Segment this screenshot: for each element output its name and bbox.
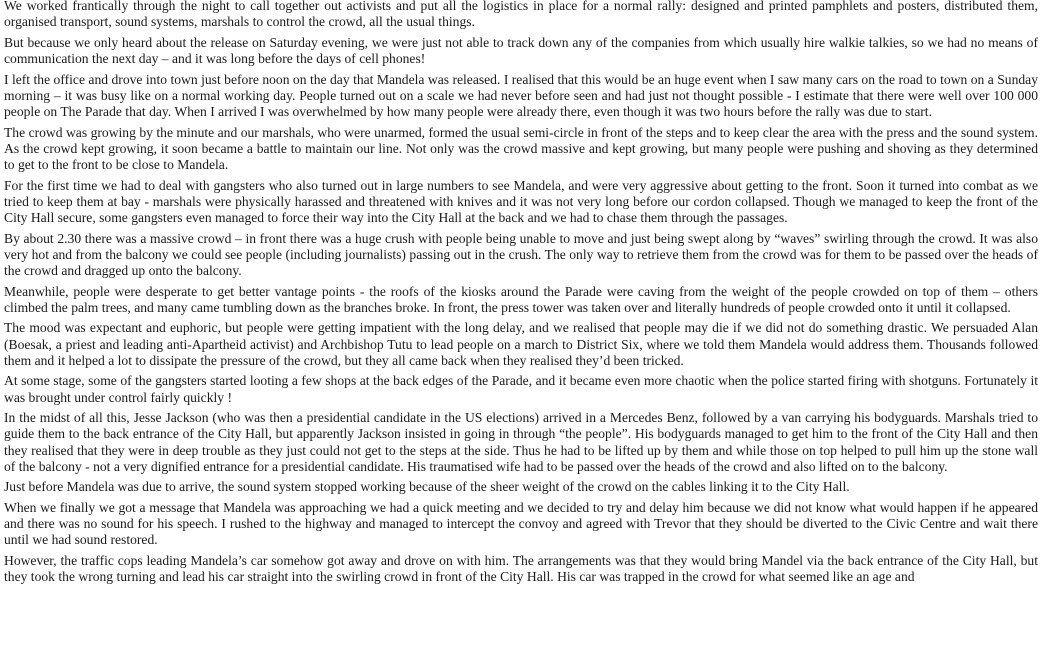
paragraph-crowd-growing: The crowd was growing by the minute and our marshals, who were unarmed, formed the usual semi-circle in front of the steps and to keep clear the area with the press and the sound system. As the crowd kept growing, it soon became a battle to maintain our line. Not only was the crowd massive and kept growing, but many people were pushing and shoving as they determined to get to the front to be close to Mandela. [4,124,1038,172]
paragraph-jesse-jackson: In the midst of all this, Jesse Jackson (who was then a presidential candidate in the US elections) arrived in a Mercedes Benz, followed by a van carrying his bodyguards. Marshals tried to guide them to the back entrance of the City Hall, but apparently Jackson insisted in going in through “the people”. His bodyguards managed to get him to the front of the City Hall and then they realised that they were in deep trouble as they just could not get to the steps at the side. Thus he had to be lifted up by them and while those on top helped to pull him up the stone wall of the balcony - not a very dignified entrance for a presidential candidate. His traumatised wife had to be passed over the heads of the crowd and also lifted on to the balcony. [4,410,1038,474]
article-body [4,0,1038,590]
paragraph-arrival-in-town: I left the office and drove into town just before noon on the day that Mandela was released. I realised that this would be an huge event when I saw many cars on the road to town on a Sunday morning – it was busy like on a normal working day. People turned out on a scale we had never before seen and had just not thought possible - I estimate that there were well over 100 000 people on The Parade that day. When I arrived I was overwhelmed by how many people were already there, even though it was two hours before the rally was due to start. [4,71,1038,119]
paragraph-massive-crowd: By about 2.30 there was a massive crowd – in front there was a huge crush with people being unable to move and just being swept along by “waves” swirling through the crowd. It was also very hot and from the balcony we could see people (including journalists) passing out in the crush. The only way to retrieve them from the crowd was for them to be passed over the heads of the crowd and dragged up onto the balcony. [4,230,1038,278]
paragraph-wrong-turning: However, the traffic cops leading Mandela’s car somehow got away and drove on with him. The arrangements was that they would bring Mandel via the back entrance of the City Hall, but they took the wrong turning and lead his car straight into the swirling crowd in front of the City Hall. His car was trapped in the crowd for what seemed like an age and [4,552,1038,585]
paragraph-vantage-points: Meanwhile, people were desperate to get better vantage points - the roofs of the kiosks around the Parade were caving from the weight of the people crowded on top of them – others climbed the palm trees, and many came tumbling down as the branches broke. In front, the press tower was taken over and literally hundreds of people crowded onto it until it collapsed. [4,283,1038,315]
paragraph-delay-decision: When we finally we got a message that Mandela was approaching we had a quick meeting and we decided to try and delay him because we did not know what would happen if he appeared and there was no sound for his speech. I rushed to the highway and managed to intercept the convoy and agreed with Trevor that they should be diverted to the Civic Centre and wait there until we had sound restored. [4,499,1038,548]
paragraph-overnight-preparations: We worked frantically through the night to call together out activists and put all the logistics in place for a normal rally: designed and printed pamphlets and posters, distributed them, organised transport, sound systems, marshals to control the crowd, all the usual things. [4,0,1038,30]
paragraph-march-district-six: The mood was expectant and euphoric, but people were getting impatient with the long delay, and we realised that people may die if we did not do something drastic. We persuaded Alan (Boesak, a priest and leading anti-Apartheid activist) and Archbishop Tutu to lead people on a march to District Six, where we told them Mandela would address them. Thousands followed them and it helped a lot to dissipate the pressure of the crowd, but they all came back when they realised they’d been tricked. [4,320,1038,368]
paragraph-looting: At some stage, some of the gangsters started looting a few shops at the back edges of the Parade, and it became even more chaotic when the police started firing with shotguns. Fortunately it was brought under control fairly quickly ! [4,373,1038,405]
paragraph-no-walkie-talkies: But because we only heard about the release on Saturday evening, we were just not able to track down any of the companies from which usually hire walkie talkies, so we had no means of communication the next day – and it was long before the days of cell phones! [4,34,1038,66]
paragraph-gangsters: For the first time we had to deal with gangsters who also turned out in large numbers to see Mandela, and were very aggressive about getting to the front. Soon it turned into combat as we tried to keep them at bay - marshals were physically harassed and threatened with knives and it was not very long before our cordon collapsed. Though we managed to keep the front of the City Hall secure, some gangsters even managed to force their way into the City Hall at the back and we had to chase them through the passages. [4,177,1038,225]
paragraph-sound-system-failure: Just before Mandela was due to arrive, the sound system stopped working because of the sheer weight of the crowd on the cables linking it to the City Hall. [4,479,850,495]
